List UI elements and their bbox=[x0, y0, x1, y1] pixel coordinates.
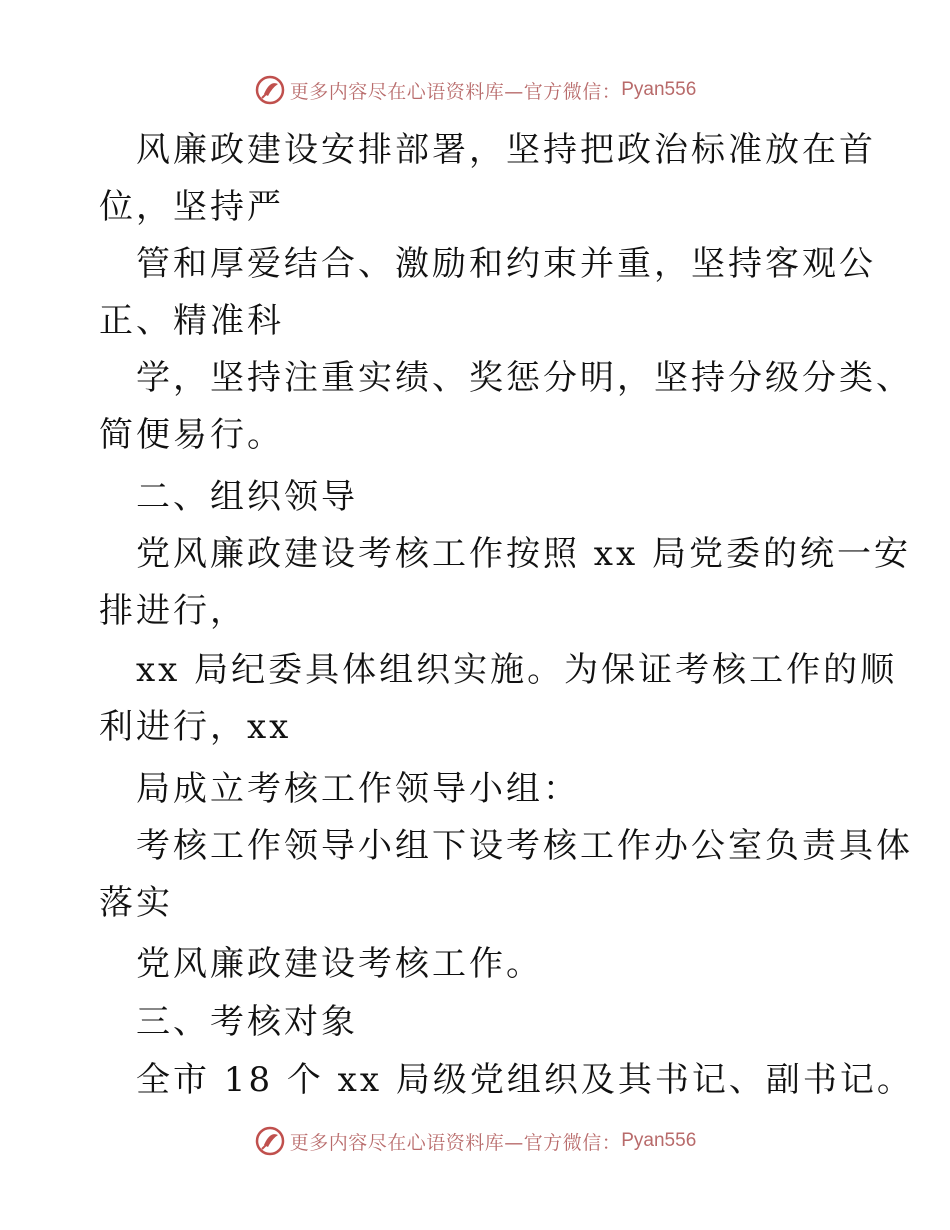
section-heading: 二、组织领导 bbox=[136, 477, 358, 517]
header-watermark bbox=[0, 70, 950, 110]
text-line: 管和厚爱结合、激励和约束并重，坚持客观公 bbox=[136, 244, 876, 284]
watermark-account: Pyan556 bbox=[621, 79, 697, 100]
text-line: 落实 bbox=[99, 883, 173, 923]
watermark-account: Pyan556 bbox=[621, 1130, 697, 1151]
watermark-text: 更多内容尽在心语资料库—官方微信： bbox=[289, 1131, 622, 1154]
text-line: 正、精准科 bbox=[99, 301, 284, 341]
text-line: 党风廉政建设考核工作。 bbox=[136, 944, 543, 984]
watermark-logo-icon bbox=[254, 74, 286, 106]
text-line: 党风廉政建设考核工作按照 xx 局党委的统一安 bbox=[136, 534, 911, 574]
text-line: 学，坚持注重实绩、奖惩分明，坚持分级分类、 bbox=[136, 358, 913, 398]
section-heading: 三、考核对象 bbox=[136, 1002, 358, 1042]
text-line: 位，坚持严 bbox=[99, 187, 284, 227]
watermark-text: 更多内容尽在心语资料库—官方微信： bbox=[289, 80, 622, 103]
text-line: 排进行， bbox=[99, 591, 247, 631]
text-line: 全市 18 个 xx 局级党组织及其书记、副书记。 bbox=[136, 1060, 914, 1100]
text-line: xx 局纪委具体组织实施。为保证考核工作的顺 bbox=[136, 650, 898, 690]
text-line: 简便易行。 bbox=[99, 415, 284, 455]
watermark-logo-icon bbox=[254, 1125, 286, 1157]
text-line: 利进行，xx bbox=[99, 707, 292, 747]
footer-watermark bbox=[0, 1121, 950, 1161]
text-line: 考核工作领导小组下设考核工作办公室负责具体 bbox=[136, 826, 913, 866]
text-line: 风廉政建设安排部署，坚持把政治标准放在首 bbox=[136, 130, 876, 170]
text-line: 局成立考核工作领导小组： bbox=[136, 769, 580, 809]
